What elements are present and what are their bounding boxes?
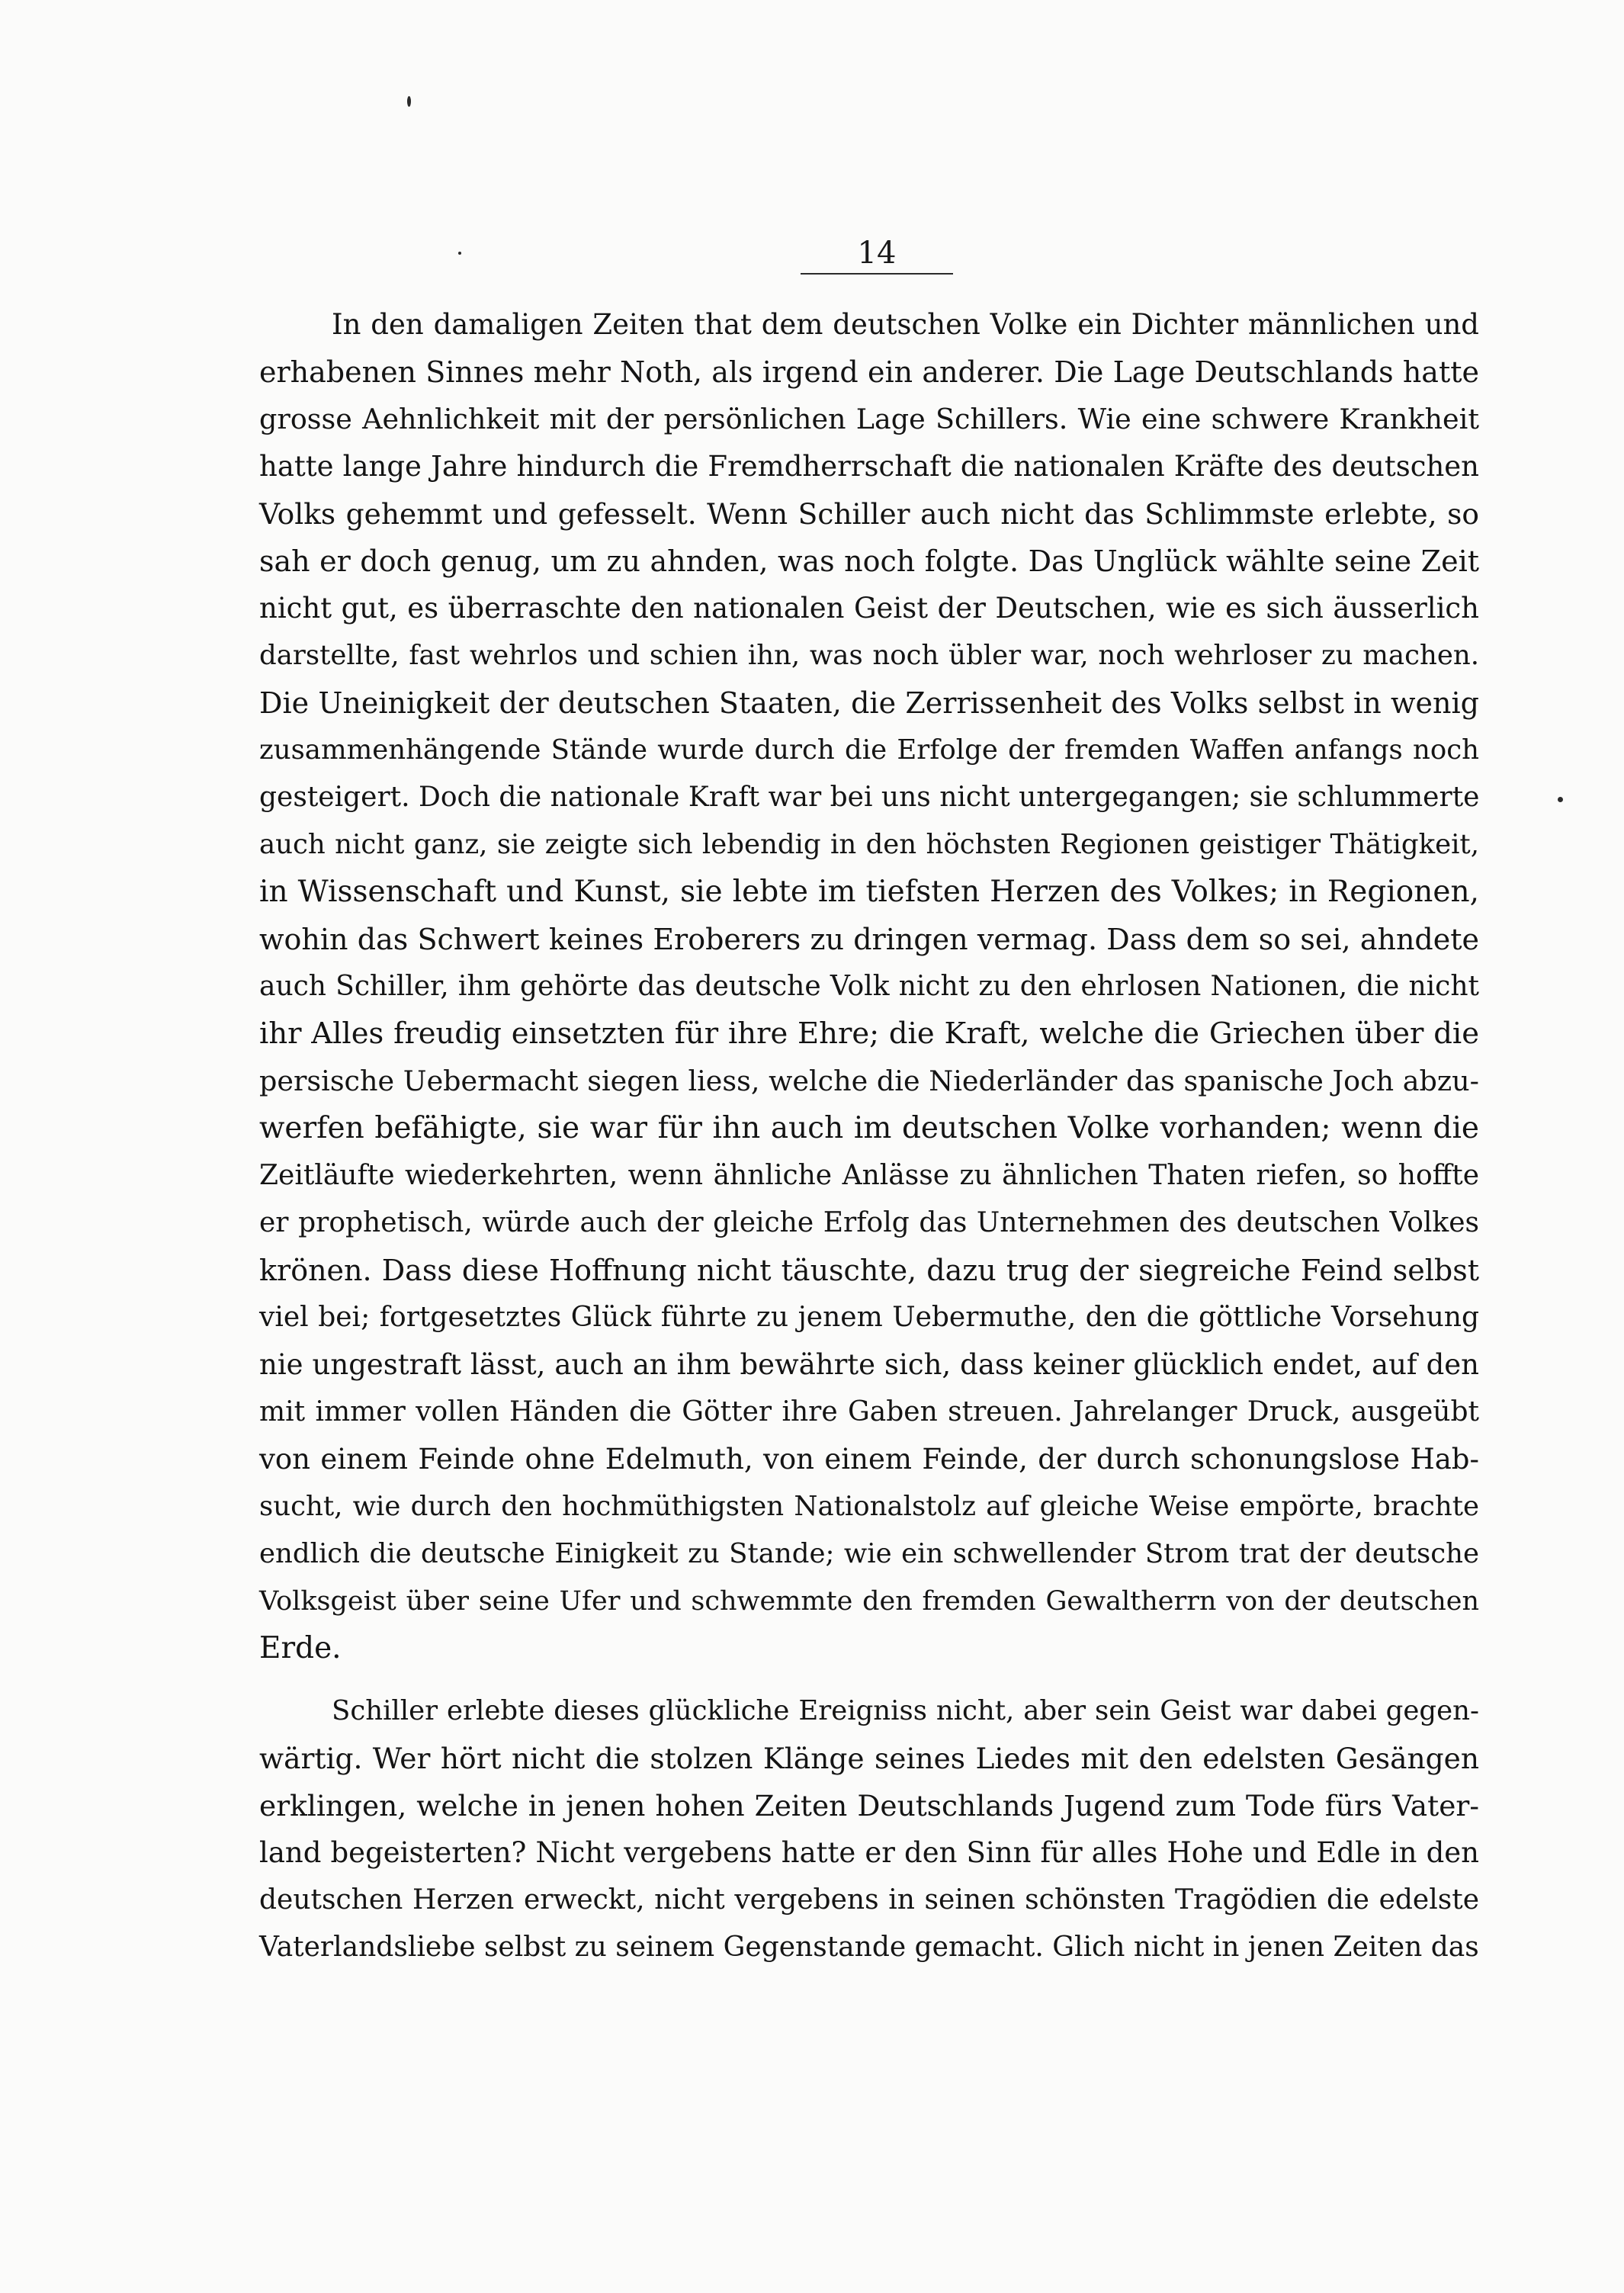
text-line: sah er doch genug, um zu ahnden, was noch folgte. Das Unglück wählte seine Zeit <box>259 544 1479 578</box>
text-line: ihr Alles freudig einsetzten für ihre Ehre; die Kraft, welche die Griechen über die <box>259 1016 1479 1051</box>
text-line: darstellte, fast wehrlos und schien ihn, was noch übler war, noch wehrloser zu machen. <box>259 640 1479 671</box>
text-line: auch nicht ganz, sie zeigte sich lebendig in den höchsten Regionen geistiger Thätigkeit, <box>259 829 1479 860</box>
text-line: Volksgeist über seine Ufer und schwemmte den fremden Gewaltherrn von der deutschen <box>259 1586 1479 1617</box>
page-number: 14 <box>857 236 897 271</box>
print-speck <box>407 96 411 107</box>
text-line: werfen befähigte, sie war für ihn auch im deutschen Volke vorhanden; wenn die <box>259 1111 1479 1145</box>
text-line: Erde. <box>259 1631 342 1665</box>
text-line: erhabenen Sinnes mehr Noth, als irgend ein anderer. Die Lage Deutschlands hatte <box>259 355 1479 389</box>
text-line: Vaterlandsliebe selbst zu seinem Gegenstande gemacht. Glich nicht in jenen Zeiten das <box>259 1932 1479 1963</box>
text-line: krönen. Dass diese Hoffnung nicht täuschte, dazu trug der siegreiche Feind selbst <box>259 1254 1479 1287</box>
print-speck <box>458 252 461 255</box>
text-line: persische Uebermacht siegen liess, welche die Niederländer das spanische Joch abzu- <box>259 1065 1479 1097</box>
text-line: wärtig. Wer hört nicht die stolzen Klänge seines Liedes mit den edelsten Gesängen <box>259 1742 1479 1775</box>
text-line: grosse Aehnlichkeit mit der persönlichen Lage Schillers. Wie eine schwere Krankheit <box>259 403 1479 435</box>
body-text <box>259 301 1479 1971</box>
text-line: endlich die deutsche Einigkeit zu Stande; wie ein schwellender Strom trat der deutsche <box>259 1538 1479 1569</box>
page-number-rule <box>801 273 953 275</box>
text-line: deutschen Herzen erweckt, nicht vergebens in seinen schönsten Tragödien die edelste <box>259 1884 1479 1916</box>
text-line: land begeisterten? Nicht vergebens hatte er den Sinn für alles Hohe und Edle in den <box>259 1836 1479 1869</box>
text-line: erklingen, welche in jenen hohen Zeiten Deutschlands Jugend zum Tode fürs Vater- <box>259 1789 1479 1823</box>
text-line: Schiller erlebte dieses glückliche Ereigniss nicht, aber sein Geist war dabei gegen- <box>332 1695 1479 1726</box>
text-line: sucht, wie durch den hochmüthigsten Nationalstolz auf gleiche Weise empörte, brachte <box>259 1491 1479 1522</box>
paragraph <box>259 301 1479 1672</box>
text-line: zusammenhängende Stände wurde durch die Erfolge der fremden Waffen anfangs noch <box>259 734 1479 766</box>
text-line: er prophetisch, würde auch der gleiche Erfolg das Unternehmen des deutschen Volkes <box>259 1207 1479 1238</box>
text-line: wohin das Schwert keines Eroberers zu dringen vermag. Dass dem so sei, ahndete <box>259 923 1479 956</box>
text-line: Volks gehemmt und gefesselt. Wenn Schiller auch nicht das Schlimmste erlebte, so <box>259 497 1479 531</box>
text-line: Zeitläufte wiederkehrten, wenn ähnliche Anlässe zu ähnlichen Thaten riefen, so hoffte <box>259 1160 1479 1191</box>
text-line: viel bei; fortgesetztes Glück führte zu jenem Uebermuthe, den die göttliche Vorsehung <box>259 1302 1479 1333</box>
text-line: von einem Feinde ohne Edelmuth, von einem Feinde, der durch schonungslose Hab- <box>259 1443 1479 1476</box>
text-line: gesteigert. Doch die nationale Kraft war bei uns nicht untergegangen; sie schlummerte <box>259 782 1480 813</box>
paragraph-gap <box>259 1672 1479 1688</box>
text-line: In den damaligen Zeiten that dem deutschen Volke ein Dichter männlichen und <box>332 308 1479 341</box>
text-line: auch Schiller, ihm gehörte das deutsche Volk nicht zu den ehrlosen Nationen, die nicht <box>259 971 1479 1002</box>
text-line: in Wissenschaft und Kunst, sie lebte im tiefsten Herzen des Volkes; in Regionen, <box>259 875 1479 909</box>
text-line: nie ungestraft lässt, auch an ihm bewährte sich, dass keiner glücklich endet, auf den <box>259 1348 1479 1381</box>
paragraph <box>259 1688 1479 1971</box>
text-line: Die Uneinigkeit der deutschen Staaten, die Zerrissenheit des Volks selbst in wenig <box>259 686 1479 720</box>
text-line: mit immer vollen Händen die Götter ihre Gaben streuen. Jahrelanger Druck, ausgeübt <box>259 1396 1479 1428</box>
text-line: nicht gut, es überraschte den nationalen Geist der Deutschen, wie es sich äusserlich <box>259 592 1479 625</box>
print-speck <box>1558 797 1563 802</box>
text-line: hatte lange Jahre hindurch die Fremdherrschaft die nationalen Kräfte des deutschen <box>259 450 1479 483</box>
